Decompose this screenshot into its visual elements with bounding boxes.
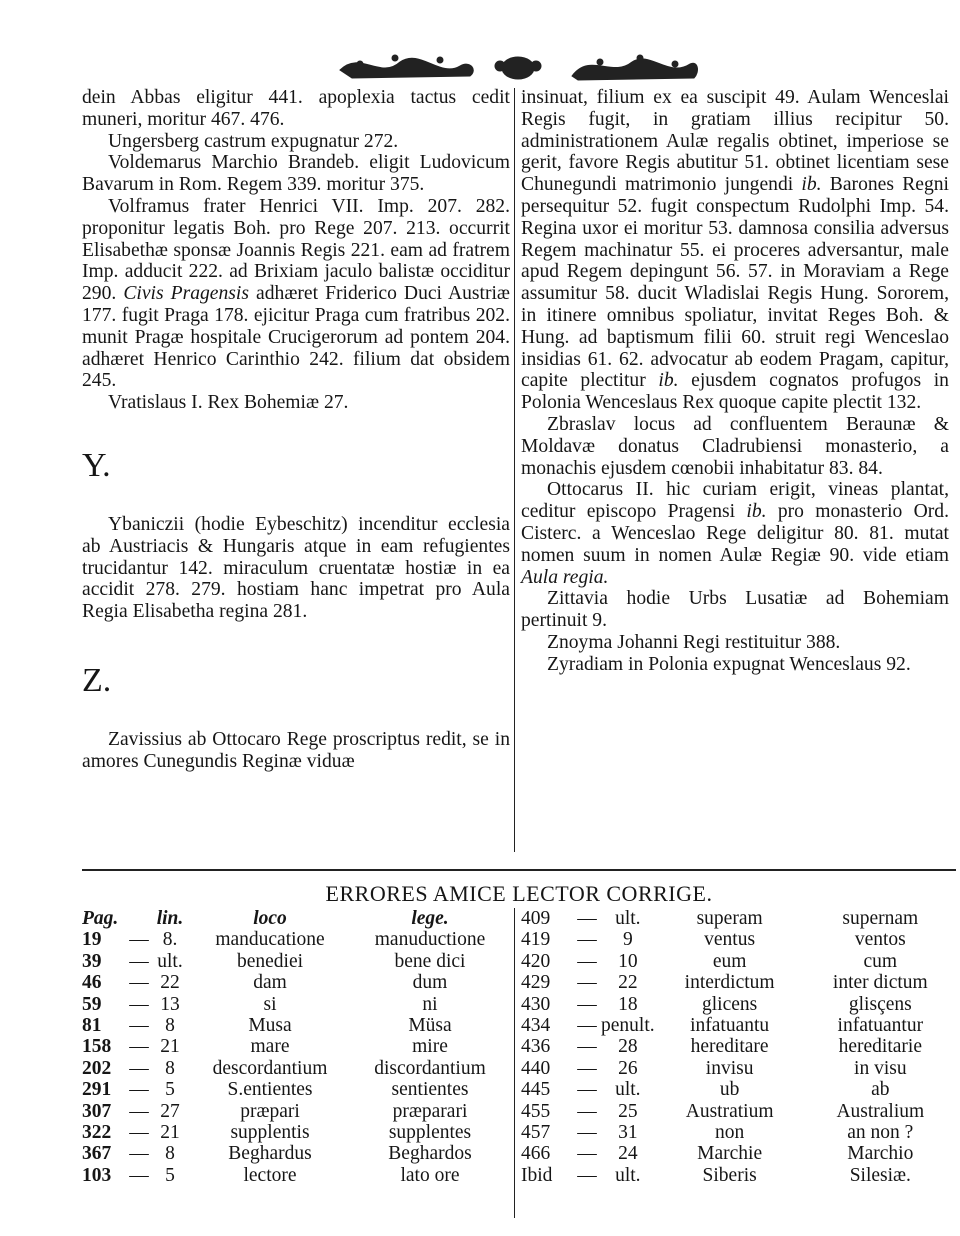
- errata-row: [521, 994, 956, 1015]
- errata-lin: 5: [165, 1079, 175, 1101]
- errata-lege: in visu: [854, 1057, 907, 1079]
- errata-lege: supernam: [842, 908, 919, 929]
- errata-row: [82, 994, 510, 1015]
- errata-lege: ventos: [854, 929, 906, 951]
- entry-ybaniczii: Ybaniczii (hodie Eybeschitz) incenditur ecclesia ab Austriacis & Hungaris atque in eam refugientes trucidantur 142. miraculum cruentatæ hostiæ in ea accidit 278. 279. hostiam hanc impetrat pro Aula Regia Elisabetha regina 281.: [82, 513, 510, 623]
- errata-lin: 10: [618, 950, 638, 972]
- errata-loco: ventus: [704, 929, 756, 951]
- errata-pag: 103: [82, 1164, 112, 1186]
- errata-pag: 420: [521, 950, 551, 972]
- errata-pag: Ibid: [521, 1164, 553, 1186]
- errata-lin: 9: [622, 929, 633, 951]
- decorative-headpiece-icon: [0, 40, 960, 90]
- errata-dash: —: [577, 950, 597, 972]
- errata-row: [82, 1015, 510, 1036]
- entry-ungersberg: Ungersberg castrum expugnatur 272.: [108, 130, 399, 152]
- errata-table-left: [82, 908, 510, 1186]
- errata-pag: 81: [82, 1015, 102, 1037]
- errata-row: [82, 1165, 510, 1186]
- errata-loco: Beghardus: [228, 1143, 312, 1165]
- errata-lin: 26: [618, 1057, 638, 1079]
- errata-dash: —: [129, 1015, 149, 1037]
- errata-dash: —: [577, 929, 597, 951]
- errata-loco: eum: [712, 950, 747, 972]
- errata-row: [521, 929, 956, 950]
- errata-row: [82, 1101, 510, 1122]
- errata-column-divider: [514, 908, 515, 1218]
- entry-volframus-italic: Civis Pragensis: [123, 283, 249, 305]
- errata-pag: 440: [521, 1057, 551, 1079]
- errata-pag: 457: [521, 1122, 551, 1144]
- errata-lin: ult.: [157, 950, 183, 972]
- errata-pag: 202: [82, 1057, 112, 1079]
- errata-row: [521, 1079, 956, 1100]
- errata-lege: infatuantur: [837, 1015, 924, 1037]
- errata-lin: 21: [160, 1122, 180, 1144]
- errata-pag: 291: [82, 1079, 112, 1101]
- entry-ottocarus-aula-regia: Aula regia.: [521, 566, 609, 588]
- errata-dash: —: [129, 1122, 149, 1144]
- entry-vratislaus: Vratislaus I. Rex Bohemiæ 27.: [108, 392, 349, 414]
- entry-zittavia: Zittavia hodie Urbs Lusatiæ ad Bohemiam pertinuit 9.: [521, 588, 949, 632]
- errata-loco: præpari: [240, 1100, 300, 1122]
- errata-pag: 434: [521, 1015, 551, 1037]
- errata-loco: dam: [253, 972, 287, 994]
- errata-dash: —: [577, 1122, 597, 1144]
- errata-loco: superam: [696, 908, 763, 929]
- errata-pag: 59: [82, 993, 102, 1015]
- errata-loco: S.entientes: [227, 1079, 313, 1101]
- section-letter-z: Z.: [82, 661, 112, 699]
- errata-lege: Marchio: [847, 1143, 914, 1165]
- errata-pag: 307: [82, 1100, 112, 1122]
- errata-lege: glisçens: [848, 993, 912, 1015]
- errata-dash: —: [577, 1057, 597, 1079]
- errata-dash: —: [577, 1036, 597, 1058]
- entry-ottocarus-a: Ottocarus II. hic curiam erigit, vineas plantat, ceditur episcopo Pragensi: [521, 479, 949, 523]
- errata-pag: 419: [521, 929, 551, 951]
- errata-loco: mare: [250, 1036, 290, 1058]
- right-column: [521, 87, 949, 676]
- entry-ottocarus-ib: ib.: [746, 501, 767, 523]
- errata-dash: —: [577, 908, 597, 929]
- errata-lin: 8: [165, 1057, 175, 1079]
- errata-loco: hereditare: [690, 1036, 769, 1058]
- entry-zavissius-cont-b: Barones Regni persequitur 52. fugit conspectum Rudolphi Imp. 54. Regina uxor ei moritur 53. damnosa consilia adversus Regem machinatur 55. ei proceres adversantur, male apud Regem depingunt 56. 57. in Moraviam a Rege assumitur 58. ducit Wladislai Regis Hung. Sororem, in itinere omnibus spoliatur, invitat Reges Boh. & Hung. ad baptismum filii 60. struit regi Wenceslao insidias 61. 62. advocatur ab eodem Pragam, capitur, capite plectitur: [521, 174, 949, 392]
- errata-header-row: [82, 908, 510, 929]
- errata-loco: Marchie: [697, 1143, 763, 1165]
- errata-loco: glicens: [702, 993, 758, 1015]
- errata-pag: 436: [521, 1036, 551, 1058]
- header-pag: Pag.: [82, 908, 119, 929]
- entry-volframus-text: Volframus frater Henrici VII. Imp. 207. 282. proponitur legatis Boh. pro Rege 207. 213. occurrit Elisabethæ sponsæ Joannis Regis 221. eam ad fratrem Imp. adducit 222. ad Brixiam jaculo balistæ occiditur 290.: [82, 195, 510, 305]
- errata-loco: Austratium: [685, 1100, 774, 1122]
- entry-ottocarus-b: pro monasterio Ord. Cisterc. a Wenceslao Rege deligitur 80. 81. mutat nomen suum in nomen Aulæ Regiæ 90. vide etiam: [521, 501, 949, 566]
- errata-dash: —: [577, 1100, 597, 1122]
- entry-volframus: [82, 196, 510, 392]
- errata-lin: 5: [165, 1164, 175, 1186]
- errata-dash: —: [577, 1079, 597, 1101]
- errata-lege: an non ?: [847, 1122, 914, 1144]
- errata-lege: manuductione: [374, 929, 486, 951]
- errata-pag: 158: [82, 1036, 112, 1058]
- errata-lege: inter dictum: [832, 972, 928, 994]
- errata-row: [82, 929, 510, 950]
- errata-row: [521, 1058, 956, 1079]
- section-letter-y: Y.: [82, 446, 111, 484]
- errata-pag: 429: [521, 972, 551, 994]
- errata-loco: si: [263, 993, 277, 1015]
- errata-lin: 22: [618, 972, 638, 994]
- errata-lege: hereditarie: [838, 1036, 922, 1058]
- errata-pag: 19: [82, 929, 102, 951]
- errata-lege: Australium: [836, 1100, 925, 1122]
- entry-zavissius-ib-1: ib.: [801, 174, 822, 196]
- errata-lege: ni: [422, 993, 438, 1015]
- errata-lin: 28: [618, 1036, 638, 1058]
- entry-zavissius: Zavissius ab Ottocaro Rege proscriptus redit, se in amores Cunegundis Reginæ viduæ: [82, 728, 510, 772]
- errata-row: [82, 972, 510, 993]
- errata-pag: 455: [521, 1100, 551, 1122]
- errata-row: [82, 1036, 510, 1057]
- errata-lin: 8: [165, 1015, 175, 1037]
- errata-loco: invisu: [705, 1057, 754, 1079]
- errata-loco: lectore: [243, 1164, 297, 1186]
- errata-loco: manducatione: [215, 929, 325, 951]
- errata-dash: —: [577, 1143, 597, 1165]
- entry-zbraslav: Zbraslav locus ad confluentem Berаunæ & Moldavæ donatus Cladrubiensi monasterio, a monachis ejusdem cœnobii inhabitatur 83. 84.: [521, 413, 949, 479]
- errata-lege: Müsa: [408, 1015, 452, 1037]
- errata-row: [521, 972, 956, 993]
- errata-lin: 8: [165, 1143, 175, 1165]
- errata-lin: ult.: [615, 908, 641, 929]
- errata-title: ERRORES AMICE LECTOR CORRIGE.: [325, 881, 713, 906]
- errata-lin: 21: [160, 1036, 180, 1058]
- errata-row: [521, 951, 956, 972]
- errata-lin: 13: [160, 993, 180, 1015]
- errata-row: [521, 1101, 956, 1122]
- errata-row: [82, 951, 510, 972]
- errata-lin: ult.: [615, 1164, 641, 1186]
- errata-lege: supplentes: [388, 1122, 472, 1144]
- entry-zyradiam: Zyradiam in Polonia expugnat Wenceslaus 92.: [547, 653, 911, 675]
- errata-row: [521, 1165, 956, 1186]
- errata-lege: lato ore: [400, 1164, 460, 1186]
- entry-zavissius-cont-c: ejusdem cognatos profugos in Polonia Wenceslaus Rex quoque capite plectit 132.: [521, 370, 949, 414]
- errata-row: [521, 1036, 956, 1057]
- errata-lege: bene dici: [394, 950, 466, 972]
- errata-lege: ab: [871, 1079, 890, 1101]
- errata-lege: cum: [863, 950, 898, 972]
- header-lege: lege.: [411, 908, 449, 929]
- errata-lege: præparari: [392, 1100, 468, 1122]
- header-loco: loco: [253, 908, 287, 929]
- errata-pag: 466: [521, 1143, 551, 1165]
- errata-lin: 22: [160, 972, 180, 994]
- errata-dash: —: [129, 1079, 149, 1101]
- errata-dash: —: [129, 929, 149, 951]
- errata-lin: ult.: [615, 1079, 641, 1101]
- errata-dash: —: [577, 1164, 597, 1186]
- errata-row: [521, 1122, 956, 1143]
- errata-lege: Beghardos: [388, 1143, 472, 1165]
- errata-lin: penult.: [601, 1015, 655, 1037]
- errata-dash: —: [129, 972, 149, 994]
- errata-loco: benediei: [236, 950, 304, 972]
- errata-pag: 445: [521, 1079, 551, 1101]
- entry-zavissius-cont-a: insinuat, filium ex ea suscipit 49. Aulam Wenceslai Regis fugit, in gratiam illius recipitur 50. administrationem Aulæ regalis obtinet, imperiose se gerit, favore Regis abutitur 51. obtinet licentiam sese Chunegundi matrimonio jungendi: [521, 87, 949, 196]
- errata-dash: —: [577, 972, 597, 994]
- errata-lin: 27: [160, 1100, 180, 1122]
- errata-loco: supplentis: [230, 1122, 310, 1144]
- errata-row: [521, 1015, 956, 1036]
- entry-znoyma: Znoyma Johanni Regi restituitur 388.: [547, 631, 841, 653]
- errata-dash: —: [129, 950, 149, 972]
- errata-table-right: [521, 908, 956, 1186]
- errata-row: [521, 1143, 956, 1164]
- left-column: [82, 87, 510, 773]
- errata-lege: discordantium: [374, 1057, 486, 1079]
- errata-dash: —: [129, 1036, 149, 1058]
- errata-dash: —: [129, 993, 149, 1015]
- errata-loco: interdictum: [684, 972, 775, 994]
- errata-pag: 46: [82, 972, 102, 994]
- errata-loco: ub: [719, 1079, 740, 1101]
- entry-volframus-rest: adhæret Friderico Duci Austriæ 177. fugit Praga 178. ejicitur Praga cum fratribus 202. munit Pragæ hospitale Crucigerorum ad pontem 204. adhæret Henrico Carinthio 242. filium dat obsidem 245.: [82, 283, 510, 392]
- errata-lege: mire: [412, 1036, 448, 1058]
- entry-zavissius-ib-2: ib.: [658, 370, 679, 392]
- errata-pag: 430: [521, 993, 551, 1015]
- entry-voldemarus: Voldemarus Marchio Brandeb. eligit Ludovicum Bavarum in Rom. Regem 339. moritur 375.: [82, 152, 510, 196]
- errata-dash: —: [577, 993, 597, 1015]
- errata-dash: —: [129, 1164, 149, 1186]
- errata-pag: 367: [82, 1143, 112, 1165]
- errata-lege: sentientes: [391, 1079, 469, 1101]
- errata-lin: 18: [618, 993, 638, 1015]
- errata-lege: Silesiæ.: [849, 1164, 911, 1186]
- errata-dash: —: [129, 1100, 149, 1122]
- column-divider: [514, 88, 515, 852]
- errata-loco: Musa: [248, 1015, 292, 1037]
- errata-row: [82, 1122, 510, 1143]
- errata-pag: 322: [82, 1122, 112, 1144]
- header-spacer: [128, 908, 150, 929]
- errata-divider: [82, 869, 956, 871]
- errata-pag: 39: [82, 950, 102, 972]
- errata-dash: —: [129, 1057, 149, 1079]
- entry-zavissius-cont: [521, 87, 949, 414]
- errata-dash: —: [129, 1143, 149, 1165]
- errata-lin: 8.: [162, 929, 178, 951]
- errata-loco: infatuantu: [690, 1015, 770, 1037]
- errata-lin: 31: [618, 1122, 638, 1144]
- entry-ottocarus: [521, 479, 949, 588]
- errata-lege: dum: [412, 972, 448, 994]
- errata-row: [82, 1079, 510, 1100]
- errata-row: [521, 908, 956, 929]
- errata-lin: 24: [618, 1143, 638, 1165]
- errata-lin: 25: [618, 1100, 638, 1122]
- errata-loco: descordantium: [212, 1057, 328, 1079]
- errata-loco: non: [715, 1122, 745, 1144]
- header-lin: lin.: [156, 908, 184, 929]
- errata-pag: 409: [521, 908, 551, 929]
- errata-loco: Siberis: [702, 1164, 757, 1186]
- errata-row: [82, 1058, 510, 1079]
- errata-row: [82, 1143, 510, 1164]
- entry-dein-abbas: dein Abbas eligitur 441. apoplexia tactus cedit muneri, moritur 467. 476.: [82, 87, 510, 130]
- errata-dash: —: [577, 1015, 597, 1037]
